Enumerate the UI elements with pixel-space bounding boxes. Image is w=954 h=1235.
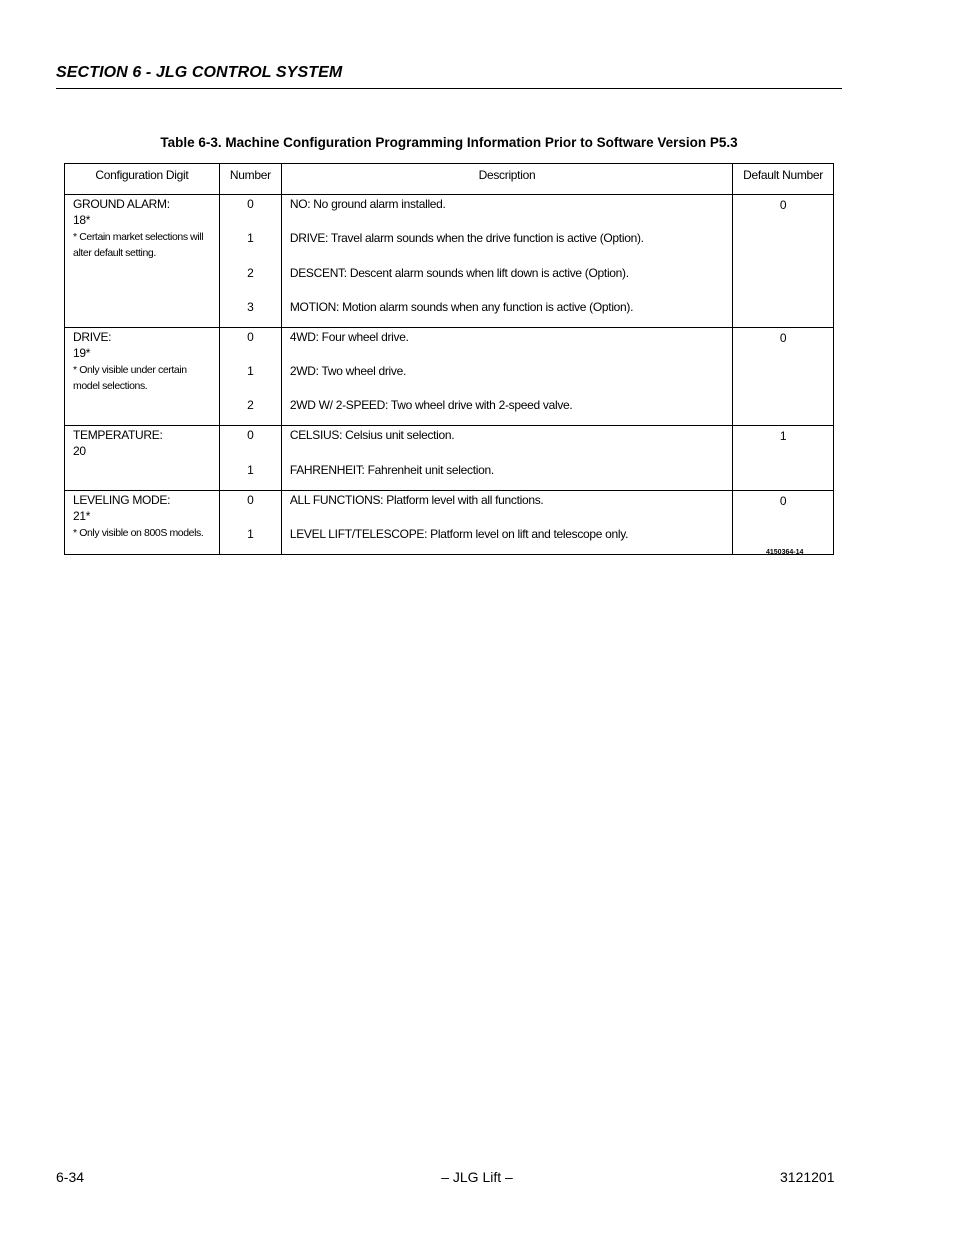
option-description: FAHRENHEIT: Fahrenheit unit selection. [289, 462, 494, 477]
option-number: 0 [247, 197, 254, 211]
option-description: DRIVE: Travel alarm sounds when the drive function is active (Option). [289, 231, 644, 246]
table-title: Table 6-3. Machine Configuration Programming Information Prior to Software Version P5.3 [160, 135, 738, 150]
column-header-number: Number [219, 164, 281, 195]
configuration-note: * Certain market selections will alter default setting. [73, 231, 204, 259]
default-number: 0 [779, 330, 787, 345]
option-number: 1 [247, 364, 254, 379]
configuration-digit: 20 [73, 444, 86, 459]
default-number-cell [733, 426, 834, 490]
option-number: 1 [247, 231, 254, 246]
default-number: 0 [779, 493, 787, 508]
configuration-name: TEMPERATURE: [73, 428, 163, 443]
description-cell [281, 195, 732, 328]
document-number: 3121201 [780, 1169, 835, 1185]
figure-id: 4150364-14 [766, 549, 804, 556]
configuration-note: * Only visible under certain model selections. [73, 363, 187, 392]
description-cell [281, 327, 732, 426]
option-description: CELSIUS: Celsius unit selection. [289, 428, 455, 443]
configuration-table [64, 163, 834, 555]
option-number: 0 [247, 428, 254, 443]
option-description: ALL FUNCTIONS: Platform level with all functions. [289, 492, 544, 507]
option-description: LEVEL LIFT/TELESCOPE: Platform level on lift and telescope only. [289, 527, 629, 542]
default-number-cell [733, 195, 834, 328]
option-description: MOTION: Motion alarm sounds when any function is active (Option). [289, 299, 634, 314]
option-number: 2 [247, 398, 254, 413]
configuration-digit: 19* [73, 345, 91, 360]
option-number: 0 [247, 329, 254, 344]
description-cell [281, 490, 732, 554]
number-cell [219, 426, 281, 490]
footer-publisher: – JLG Lift – [441, 1169, 513, 1185]
option-number: 1 [247, 527, 254, 542]
column-header-description: Description [281, 164, 732, 195]
description-cell [281, 426, 732, 490]
configuration-name: DRIVE: [73, 329, 112, 344]
table-header-row [65, 164, 834, 195]
option-description: DESCENT: Descent alarm sounds when lift down is active (Option). [289, 265, 629, 280]
column-header-configuration-digit: Configuration Digit [65, 164, 220, 195]
configuration-digit: 21* [73, 508, 91, 523]
option-number: 0 [247, 492, 254, 507]
configuration-note: * Only visible on 800S models. [73, 526, 204, 539]
table-row [65, 195, 834, 328]
configuration-name: GROUND ALARM: [73, 197, 170, 211]
option-description: NO: No ground alarm installed. [289, 197, 446, 211]
column-header-default-number: Default Number [733, 164, 834, 195]
default-number-cell [733, 490, 834, 554]
option-description: 2WD: Two wheel drive. [289, 364, 407, 379]
configuration-digit-cell [65, 195, 220, 328]
configuration-name: LEVELING MODE: [73, 492, 171, 507]
table-row [65, 490, 834, 554]
number-cell [219, 490, 281, 554]
option-number: 3 [247, 299, 254, 314]
configuration-digit: 18* [73, 213, 91, 227]
number-cell [219, 195, 281, 328]
number-cell [219, 327, 281, 426]
default-number-cell [733, 327, 834, 426]
configuration-digit-cell [65, 327, 220, 426]
configuration-digit-cell [65, 426, 220, 490]
default-number: 1 [779, 429, 787, 444]
option-description: 4WD: Four wheel drive. [289, 329, 409, 344]
table-row [65, 426, 834, 490]
option-description: 2WD W/ 2-SPEED: Two wheel drive with 2-speed valve. [289, 398, 573, 413]
configuration-digit-cell [65, 490, 220, 554]
page-number: 6-34 [56, 1169, 85, 1185]
header-rule [56, 88, 842, 89]
option-number: 1 [247, 462, 254, 477]
option-number: 2 [247, 265, 254, 280]
table-row [65, 327, 834, 426]
default-number: 0 [779, 198, 787, 212]
section-title: SECTION 6 - JLG CONTROL SYSTEM [56, 64, 343, 81]
